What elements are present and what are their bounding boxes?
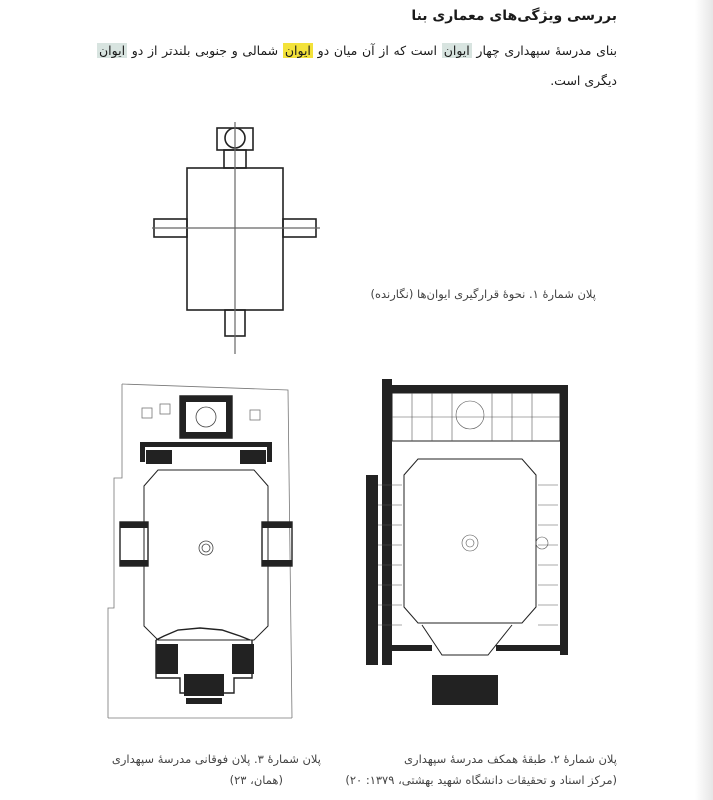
east-wall (560, 385, 568, 655)
plan-1-caption: پلان شمارهٔ ۱. نحوهٔ قرارگیری ایوان‌ها (نگارنده) (370, 287, 596, 301)
north-wall (392, 385, 568, 393)
plan-2-ground-floor (352, 375, 577, 720)
paragraph-text-1: بنای مدرسهٔ سپهداری چهار (476, 43, 617, 58)
plan-2-caption-title: پلان شمارهٔ ۲. طبقهٔ همکف مدرسهٔ سپهداری (404, 752, 617, 766)
highlighted-term-3: ایوان (99, 43, 126, 58)
body-paragraph (97, 36, 617, 96)
plan-3-upper-floor (100, 378, 310, 723)
plan-3-caption-title: پلان شمارهٔ ۳. پلان فوقانی مدرسهٔ سپهداری (111, 752, 321, 766)
east-iwan-room (262, 522, 292, 566)
section-heading: بررسی ویژگی‌های معماری بنا (411, 8, 617, 24)
paragraph-text-4: دیگری است. (550, 73, 617, 88)
north-iwan-room (180, 396, 232, 438)
plan-3-caption-source: (همان، ۲۳) (229, 773, 283, 787)
highlighted-term-2: ایوان (284, 43, 311, 58)
main-dome (456, 401, 484, 429)
south-entrance-block (432, 675, 498, 705)
highlighted-term-1: ایوان (443, 43, 470, 58)
west-wall-thick (382, 379, 392, 665)
paragraph-text-2: است که از آن میان دو (317, 43, 438, 58)
page-edge-shadow (695, 0, 713, 800)
plan-1-schematic (140, 120, 340, 360)
paragraph-text-3: شمالی و جنوبی بلندتر از دو (131, 43, 279, 58)
courtyard-pool (462, 535, 478, 551)
plan-2-caption-source: (مرکز اسناد و تحقیقات دانشگاه شهید بهشتی، ۱۳۷۹: ۲۰) (345, 773, 617, 787)
ground-courtyard (404, 459, 536, 623)
courtyard-pool (199, 541, 213, 555)
